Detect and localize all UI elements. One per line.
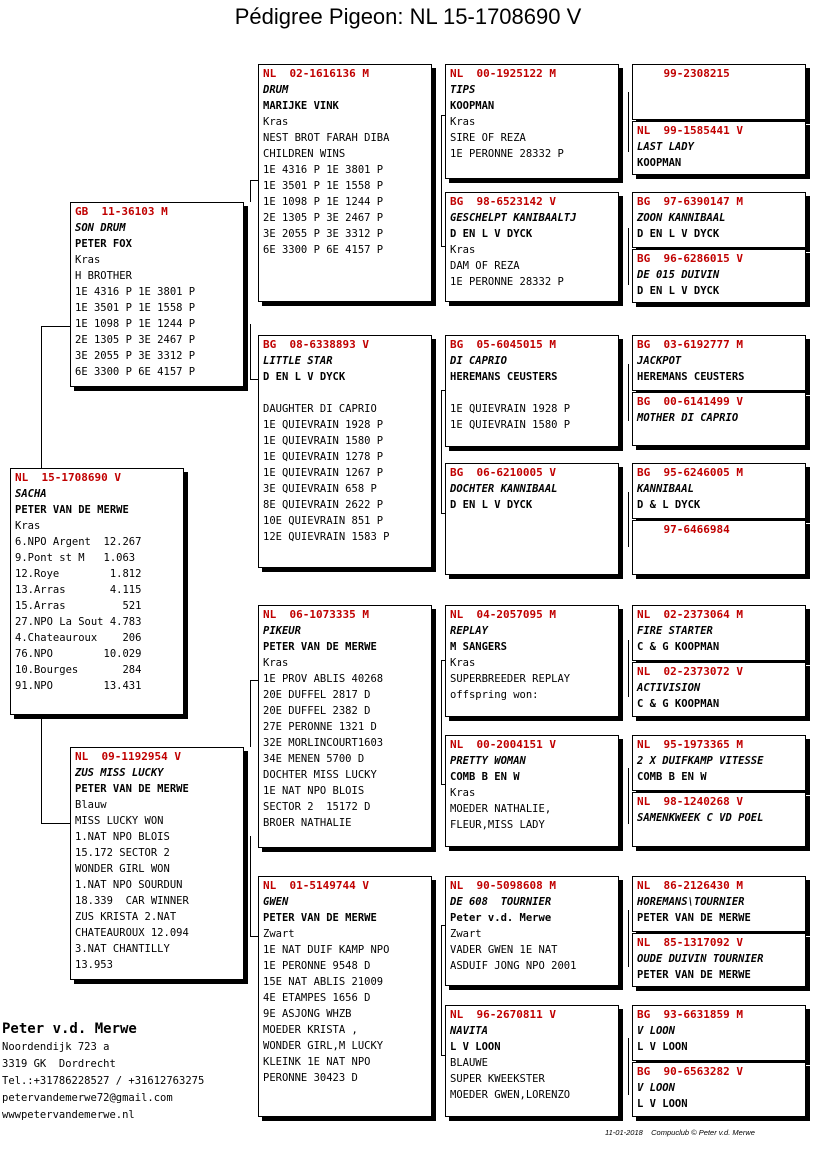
connector-line bbox=[628, 910, 629, 967]
pigeon-name: NAVITA bbox=[450, 1025, 488, 1037]
pigeon-card-g1[interactable] bbox=[632, 64, 806, 120]
info-line: offspring won: bbox=[450, 689, 539, 701]
pigeon-name: DOCHTER KANNIBAAL bbox=[450, 483, 558, 495]
connector-line bbox=[628, 92, 629, 152]
info-line: SUPER KWEEKSTER bbox=[450, 1073, 545, 1085]
info-line: 1E 3501 P 1E 1558 P bbox=[75, 302, 196, 314]
breeder-line: PETER VAN DE MERWE bbox=[263, 641, 377, 653]
ring-number: BG 03-6192777 M bbox=[637, 338, 743, 351]
pigeon-card-mmf[interactable] bbox=[445, 876, 619, 986]
pigeon-name: ZUS MISS LUCKY bbox=[75, 767, 164, 779]
breeder-line: Peter v.d. Merwe bbox=[450, 912, 552, 924]
pigeon-name: FIRE STARTER bbox=[637, 625, 713, 637]
pigeon-card-subject[interactable] bbox=[10, 468, 184, 715]
ring-number: NL 85-1317092 V bbox=[637, 936, 743, 949]
connector-line bbox=[628, 640, 629, 697]
ring-number: NL 02-2373064 M bbox=[637, 608, 743, 621]
connector-line bbox=[628, 228, 629, 285]
info-line: 1E QUIEVRAIN 1580 P bbox=[450, 419, 571, 431]
ring-number: NL 04-2057095 M bbox=[450, 608, 556, 621]
info-line: 2E 1305 P 3E 2467 P bbox=[75, 334, 196, 346]
info-line: 1E QUIEVRAIN 1267 P bbox=[263, 467, 384, 479]
info-line: Kras bbox=[15, 520, 41, 532]
footer-credit: 11-01-2018 Compuclub © Peter v.d. Merwe bbox=[605, 1128, 755, 1137]
pigeon-card-mff[interactable] bbox=[445, 605, 619, 717]
connector-line bbox=[628, 364, 629, 421]
ring-number: NL 00-1925122 M bbox=[450, 67, 556, 80]
info-line: DOCHTER MISS LUCKY bbox=[263, 769, 377, 781]
info-line: 13.Arras 4.115 bbox=[15, 584, 142, 596]
breeder-email[interactable]: petervandemerwe72@gmail.com bbox=[2, 1092, 173, 1104]
connector-line bbox=[250, 180, 258, 181]
info-line: MISS LUCKY WON bbox=[75, 815, 164, 827]
info-line: 3E 2055 P 3E 3312 P bbox=[263, 228, 384, 240]
ring-number: NL 99-1585441 V bbox=[637, 124, 743, 137]
info-line: VADER GWEN 1E NAT bbox=[450, 944, 558, 956]
info-line: 1E QUIEVRAIN 1278 P bbox=[263, 451, 384, 463]
ring-number: NL 02-1616136 M bbox=[263, 67, 369, 80]
breeder-line: KOOPMAN bbox=[637, 157, 682, 169]
ring-number: BG 98-6523142 V bbox=[450, 195, 556, 208]
pigeon-card-g12[interactable] bbox=[632, 792, 806, 847]
connector-line bbox=[41, 823, 70, 824]
pigeon-card-mm[interactable] bbox=[258, 876, 432, 1117]
ring-number: NL 98-1240268 V bbox=[637, 795, 743, 808]
info-line: 32E MORLINCOURT1603 bbox=[263, 737, 384, 749]
pigeon-card-fm[interactable] bbox=[258, 335, 432, 568]
breeder-line: HEREMANS CEUSTERS bbox=[637, 371, 745, 383]
info-line: NEST BROT FARAH DIBA bbox=[263, 132, 390, 144]
info-line: 13.953 bbox=[75, 959, 113, 971]
pigeon-card-fmf[interactable] bbox=[445, 335, 619, 447]
info-line: 76.NPO 10.029 bbox=[15, 648, 142, 660]
info-line: 1E NAT DUIF KAMP NPO bbox=[263, 944, 390, 956]
info-line: 1E 1098 P 1E 1244 P bbox=[263, 196, 384, 208]
pigeon-card-g4[interactable] bbox=[632, 249, 806, 303]
breeder-line: PETER VAN DE MERWE bbox=[75, 783, 189, 795]
breeder-website[interactable]: wwwpetervandemerwe.nl bbox=[2, 1109, 135, 1121]
info-line: 1E PROV ABLIS 40268 bbox=[263, 673, 384, 685]
breeder-line: D & L DYCK bbox=[637, 499, 701, 511]
breeder-line: D EN L V DYCK bbox=[450, 228, 533, 240]
pigeon-name: V LOON bbox=[637, 1082, 675, 1094]
breeder-line: COMB B EN W bbox=[450, 771, 520, 783]
breeder-line: HEREMANS CEUSTERS bbox=[450, 371, 558, 383]
connector-line bbox=[628, 492, 629, 547]
pigeon-card-mmm[interactable] bbox=[445, 1005, 619, 1117]
connector-line bbox=[250, 180, 251, 202]
connector-line bbox=[41, 326, 70, 327]
ring-number: NL 00-2004151 V bbox=[450, 738, 556, 751]
info-line: MOEDER GWEN,LORENZO bbox=[450, 1089, 571, 1101]
info-line: 12.Roye 1.812 bbox=[15, 568, 142, 580]
ring-number: NL 86-2126430 M bbox=[637, 879, 743, 892]
info-line: 3E QUIEVRAIN 658 P bbox=[263, 483, 377, 495]
info-line: 15.Arras 521 bbox=[15, 600, 142, 612]
info-line: 1E QUIEVRAIN 1928 P bbox=[450, 403, 571, 415]
info-line: Zwart bbox=[450, 928, 482, 940]
page-title: Pédigree Pigeon: NL 15-1708690 V bbox=[234, 4, 582, 29]
info-line: Kras bbox=[450, 787, 476, 799]
info-line: 34E MENEN 5700 D bbox=[263, 753, 365, 765]
pigeon-name: SON DRUM bbox=[75, 222, 126, 234]
breeder-line: C & G KOOPMAN bbox=[637, 698, 720, 710]
info-line: 15.172 SECTOR 2 bbox=[75, 847, 170, 859]
pigeon-card-father[interactable] bbox=[70, 202, 244, 387]
info-line: ZUS KRISTA 2.NAT bbox=[75, 911, 177, 923]
ring-number: BG 95-6246005 M bbox=[637, 466, 743, 479]
connector-line bbox=[441, 115, 442, 246]
pigeon-name: KANNIBAAL bbox=[637, 483, 694, 495]
info-line: 3.NAT CHANTILLY bbox=[75, 943, 170, 955]
ring-number: NL 90-5098608 M bbox=[450, 879, 556, 892]
pigeon-name: ACTIVISION bbox=[637, 682, 701, 694]
info-line: MOEDER KRISTA , bbox=[263, 1024, 358, 1036]
info-line: KLEINK 1E NAT NPO bbox=[263, 1056, 371, 1068]
pigeon-card-ff[interactable] bbox=[258, 64, 432, 302]
pigeon-card-g10[interactable] bbox=[632, 662, 806, 717]
info-line: 15E NAT ABLIS 21009 bbox=[263, 976, 384, 988]
info-line: 10E QUIEVRAIN 851 P bbox=[263, 515, 384, 527]
pigeon-name: HOREMANS\TOURNIER bbox=[637, 896, 745, 908]
info-line: 1E 4316 P 1E 3801 P bbox=[263, 164, 384, 176]
breeder-phone: Tel.:+31786228527 / +31612763275 bbox=[2, 1075, 205, 1087]
info-line: 1E PERONNE 28332 P bbox=[450, 276, 564, 288]
pigeon-card-fff[interactable] bbox=[445, 64, 619, 179]
pigeon-name: ZOON KANNIBAAL bbox=[637, 212, 726, 224]
info-line: Kras bbox=[263, 657, 289, 669]
info-line: 2E 1305 P 3E 2467 P bbox=[263, 212, 384, 224]
pigeon-name: DE 015 DUIVIN bbox=[637, 269, 720, 281]
pigeon-name: SACHA bbox=[15, 488, 47, 500]
info-line: CHATEAUROUX 12.094 bbox=[75, 927, 189, 939]
pigeon-card-g3[interactable] bbox=[632, 192, 806, 248]
pigeon-card-mf[interactable] bbox=[258, 605, 432, 848]
info-line: SIRE OF REZA bbox=[450, 132, 526, 144]
connector-line bbox=[628, 768, 629, 824]
info-line: 6.NPO Argent 12.267 bbox=[15, 536, 142, 548]
ring-number: NL 15-1708690 V bbox=[15, 471, 121, 484]
connector-line bbox=[628, 1038, 629, 1095]
connector-line bbox=[441, 925, 442, 1055]
info-line: Blauw bbox=[75, 799, 107, 811]
info-line: 4E ETAMPES 1656 D bbox=[263, 992, 371, 1004]
info-line: 1E PERONNE 9548 D bbox=[263, 960, 371, 972]
info-line: PERONNE 30423 D bbox=[263, 1072, 358, 1084]
pigeon-name: OUDE DUIVIN TOURNIER bbox=[637, 953, 764, 965]
info-line: Zwart bbox=[263, 928, 295, 940]
info-line: 27.NPO La Sout 4.783 bbox=[15, 616, 142, 628]
info-line: Kras bbox=[450, 657, 476, 669]
info-line: 27E PERONNE 1321 D bbox=[263, 721, 377, 733]
ring-number: NL 01-5149744 V bbox=[263, 879, 369, 892]
ring-number: NL 06-1073335 M bbox=[263, 608, 369, 621]
info-line: 10.Bourges 284 bbox=[15, 664, 142, 676]
ring-number: GB 11-36103 M bbox=[75, 205, 168, 218]
connector-line bbox=[441, 390, 442, 513]
pigeon-card-g9[interactable] bbox=[632, 605, 806, 661]
info-line: Kras bbox=[450, 116, 476, 128]
info-line: DAUGHTER DI CAPRIO bbox=[263, 403, 377, 415]
info-line: 6E 3300 P 6E 4157 P bbox=[263, 244, 384, 256]
connector-line bbox=[41, 715, 42, 823]
info-line: Kras bbox=[75, 254, 101, 266]
pigeon-name: DI CAPRIO bbox=[450, 355, 507, 367]
ring-number: 99-2308215 bbox=[637, 67, 730, 80]
ring-number: NL 95-1973365 M bbox=[637, 738, 743, 751]
breeder-address-city: 3319 GK Dordrecht bbox=[2, 1058, 116, 1070]
ring-number: BG 05-6045015 M bbox=[450, 338, 556, 351]
info-line: 9.Pont st M 1.063 bbox=[15, 552, 136, 564]
info-line: 1E QUIEVRAIN 1928 P bbox=[263, 419, 384, 431]
pigeon-card-g15[interactable] bbox=[632, 1005, 806, 1061]
ring-number: BG 08-6338893 V bbox=[263, 338, 369, 351]
info-line: 18.339 CAR WINNER bbox=[75, 895, 189, 907]
ring-number: 97-6466984 bbox=[637, 523, 730, 536]
pigeon-card-g13[interactable] bbox=[632, 876, 806, 932]
info-line bbox=[450, 385, 614, 401]
ring-number: BG 93-6631859 M bbox=[637, 1008, 743, 1021]
breeder-line: MARIJKE VINK bbox=[263, 100, 339, 112]
info-line: MOEDER NATHALIE, bbox=[450, 803, 552, 815]
breeder-line: D EN L V DYCK bbox=[263, 371, 346, 383]
pigeon-name: JACKPOT bbox=[637, 355, 682, 367]
pigeon-card-g2[interactable] bbox=[632, 121, 806, 175]
info-line: CHILDREN WINS bbox=[263, 148, 346, 160]
pigeon-card-g6[interactable] bbox=[632, 392, 806, 446]
pigeon-name: PRETTY WOMAN bbox=[450, 755, 526, 767]
pigeon-card-ffm[interactable] bbox=[445, 192, 619, 302]
ring-number: BG 06-6210005 V bbox=[450, 466, 556, 479]
info-line: SECTOR 2 15172 D bbox=[263, 801, 371, 813]
info-line: WONDER GIRL,M LUCKY bbox=[263, 1040, 384, 1052]
info-line: BROER NATHALIE bbox=[263, 817, 352, 829]
breeder-line: D EN L V DYCK bbox=[637, 285, 720, 297]
breeder-line: D EN L V DYCK bbox=[637, 228, 720, 240]
breeder-name: Peter v.d. Merwe bbox=[2, 1021, 137, 1037]
info-line: 1E 1098 P 1E 1244 P bbox=[75, 318, 196, 330]
pigeon-card-g14[interactable] bbox=[632, 933, 806, 987]
connector-line bbox=[250, 936, 258, 937]
breeder-line: C & G KOOPMAN bbox=[637, 641, 720, 653]
connector-line bbox=[441, 660, 442, 784]
breeder-line: L V LOON bbox=[637, 1041, 688, 1053]
ring-number: BG 97-6390147 M bbox=[637, 195, 743, 208]
pigeon-name: TIPS bbox=[450, 84, 476, 96]
info-line: 9E ASJONG WHZB bbox=[263, 1008, 352, 1020]
info-line: FLEUR,MISS LADY bbox=[450, 819, 545, 831]
info-line: 1E QUIEVRAIN 1580 P bbox=[263, 435, 384, 447]
info-line: Kras bbox=[450, 244, 476, 256]
connector-line bbox=[250, 324, 251, 379]
ring-number: NL 02-2373072 V bbox=[637, 665, 743, 678]
connector-line bbox=[250, 836, 251, 936]
info-line: WONDER GIRL WON bbox=[75, 863, 170, 875]
breeder-line: PETER VAN DE MERWE bbox=[637, 969, 751, 981]
breeder-line: COMB B EN W bbox=[637, 771, 707, 783]
info-line: 8E QUIEVRAIN 2622 P bbox=[263, 499, 384, 511]
pigeon-name: GESCHELPT KANIBAALTJ bbox=[450, 212, 577, 224]
pigeon-name: V LOON bbox=[637, 1025, 675, 1037]
info-line: 4.Chateauroux 206 bbox=[15, 632, 142, 644]
info-line: ASDUIF JONG NPO 2001 bbox=[450, 960, 577, 972]
breeder-line: D EN L V DYCK bbox=[450, 499, 533, 511]
pigeon-name: MOTHER DI CAPRIO bbox=[637, 412, 739, 424]
info-line: 91.NPO 13.431 bbox=[15, 680, 142, 692]
info-line: BLAUWE bbox=[450, 1057, 488, 1069]
pigeon-card-g7[interactable] bbox=[632, 463, 806, 519]
info-line: 1E 3501 P 1E 1558 P bbox=[263, 180, 384, 192]
pigeon-name: GWEN bbox=[263, 896, 289, 908]
pigeon-card-g8[interactable] bbox=[632, 520, 806, 575]
ring-number: NL 09-1192954 V bbox=[75, 750, 181, 763]
connector-line bbox=[250, 379, 258, 380]
info-line: SUPERBREEDER REPLAY bbox=[450, 673, 571, 685]
breeder-line: PETER VAN DE MERWE bbox=[263, 912, 377, 924]
breeder-line: M SANGERS bbox=[450, 641, 507, 653]
info-line: 1E 4316 P 1E 3801 P bbox=[75, 286, 196, 298]
breeder-line: PETER VAN DE MERWE bbox=[637, 912, 751, 924]
ring-number: NL 96-2670811 V bbox=[450, 1008, 556, 1021]
pigeon-card-mother[interactable] bbox=[70, 747, 244, 980]
pigeon-name: SAMENKWEEK C VD POEL bbox=[637, 812, 764, 824]
breeder-address-street: Noordendijk 723 a bbox=[2, 1041, 110, 1053]
breeder-info bbox=[2, 1019, 204, 1124]
pigeon-card-fmm[interactable] bbox=[445, 463, 619, 575]
pigeon-name: PIKEUR bbox=[263, 625, 301, 637]
info-line: 20E DUFFEL 2817 D bbox=[263, 689, 371, 701]
info-line: 1.NAT NPO BLOIS bbox=[75, 831, 170, 843]
info-line: 1E PERONNE 28332 P bbox=[450, 148, 564, 160]
pigeon-name: LITTLE STAR bbox=[263, 355, 333, 367]
breeder-line: PETER FOX bbox=[75, 238, 132, 250]
info-line: 1E NAT NPO BLOIS bbox=[263, 785, 365, 797]
pigeon-name: DE 608 TOURNIER bbox=[450, 896, 552, 908]
info-line: H BROTHER bbox=[75, 270, 132, 282]
connector-line bbox=[41, 326, 42, 468]
pigeon-name: 2 X DUIFKAMP VITESSE bbox=[637, 755, 764, 767]
info-line: 3E 2055 P 3E 3312 P bbox=[75, 350, 196, 362]
pigeon-name: DRUM bbox=[263, 84, 289, 96]
breeder-line: L V LOON bbox=[450, 1041, 501, 1053]
info-line: 1.NAT NPO SOURDUN bbox=[75, 879, 183, 891]
info-line: 20E DUFFEL 2382 D bbox=[263, 705, 371, 717]
info-line: 12E QUIEVRAIN 1583 P bbox=[263, 531, 390, 543]
pigeon-card-g5[interactable] bbox=[632, 335, 806, 391]
ring-number: BG 96-6286015 V bbox=[637, 252, 743, 265]
pigeon-card-g16[interactable] bbox=[632, 1062, 806, 1117]
ring-number: BG 00-6141499 V bbox=[637, 395, 743, 408]
info-line bbox=[263, 385, 427, 401]
info-line: DAM OF REZA bbox=[450, 260, 520, 272]
breeder-line: L V LOON bbox=[637, 1098, 688, 1110]
breeder-line: KOOPMAN bbox=[450, 100, 495, 112]
ring-number: BG 90-6563282 V bbox=[637, 1065, 743, 1078]
breeder-line: PETER VAN DE MERWE bbox=[15, 504, 129, 516]
pigeon-name: LAST LADY bbox=[637, 141, 694, 153]
pigeon-card-mfm[interactable] bbox=[445, 735, 619, 847]
info-line: Kras bbox=[263, 116, 289, 128]
pigeon-card-g11[interactable] bbox=[632, 735, 806, 791]
pigeon-name: REPLAY bbox=[450, 625, 488, 637]
connector-line bbox=[250, 680, 251, 747]
connector-line bbox=[250, 680, 258, 681]
info-line: 6E 3300 P 6E 4157 P bbox=[75, 366, 196, 378]
